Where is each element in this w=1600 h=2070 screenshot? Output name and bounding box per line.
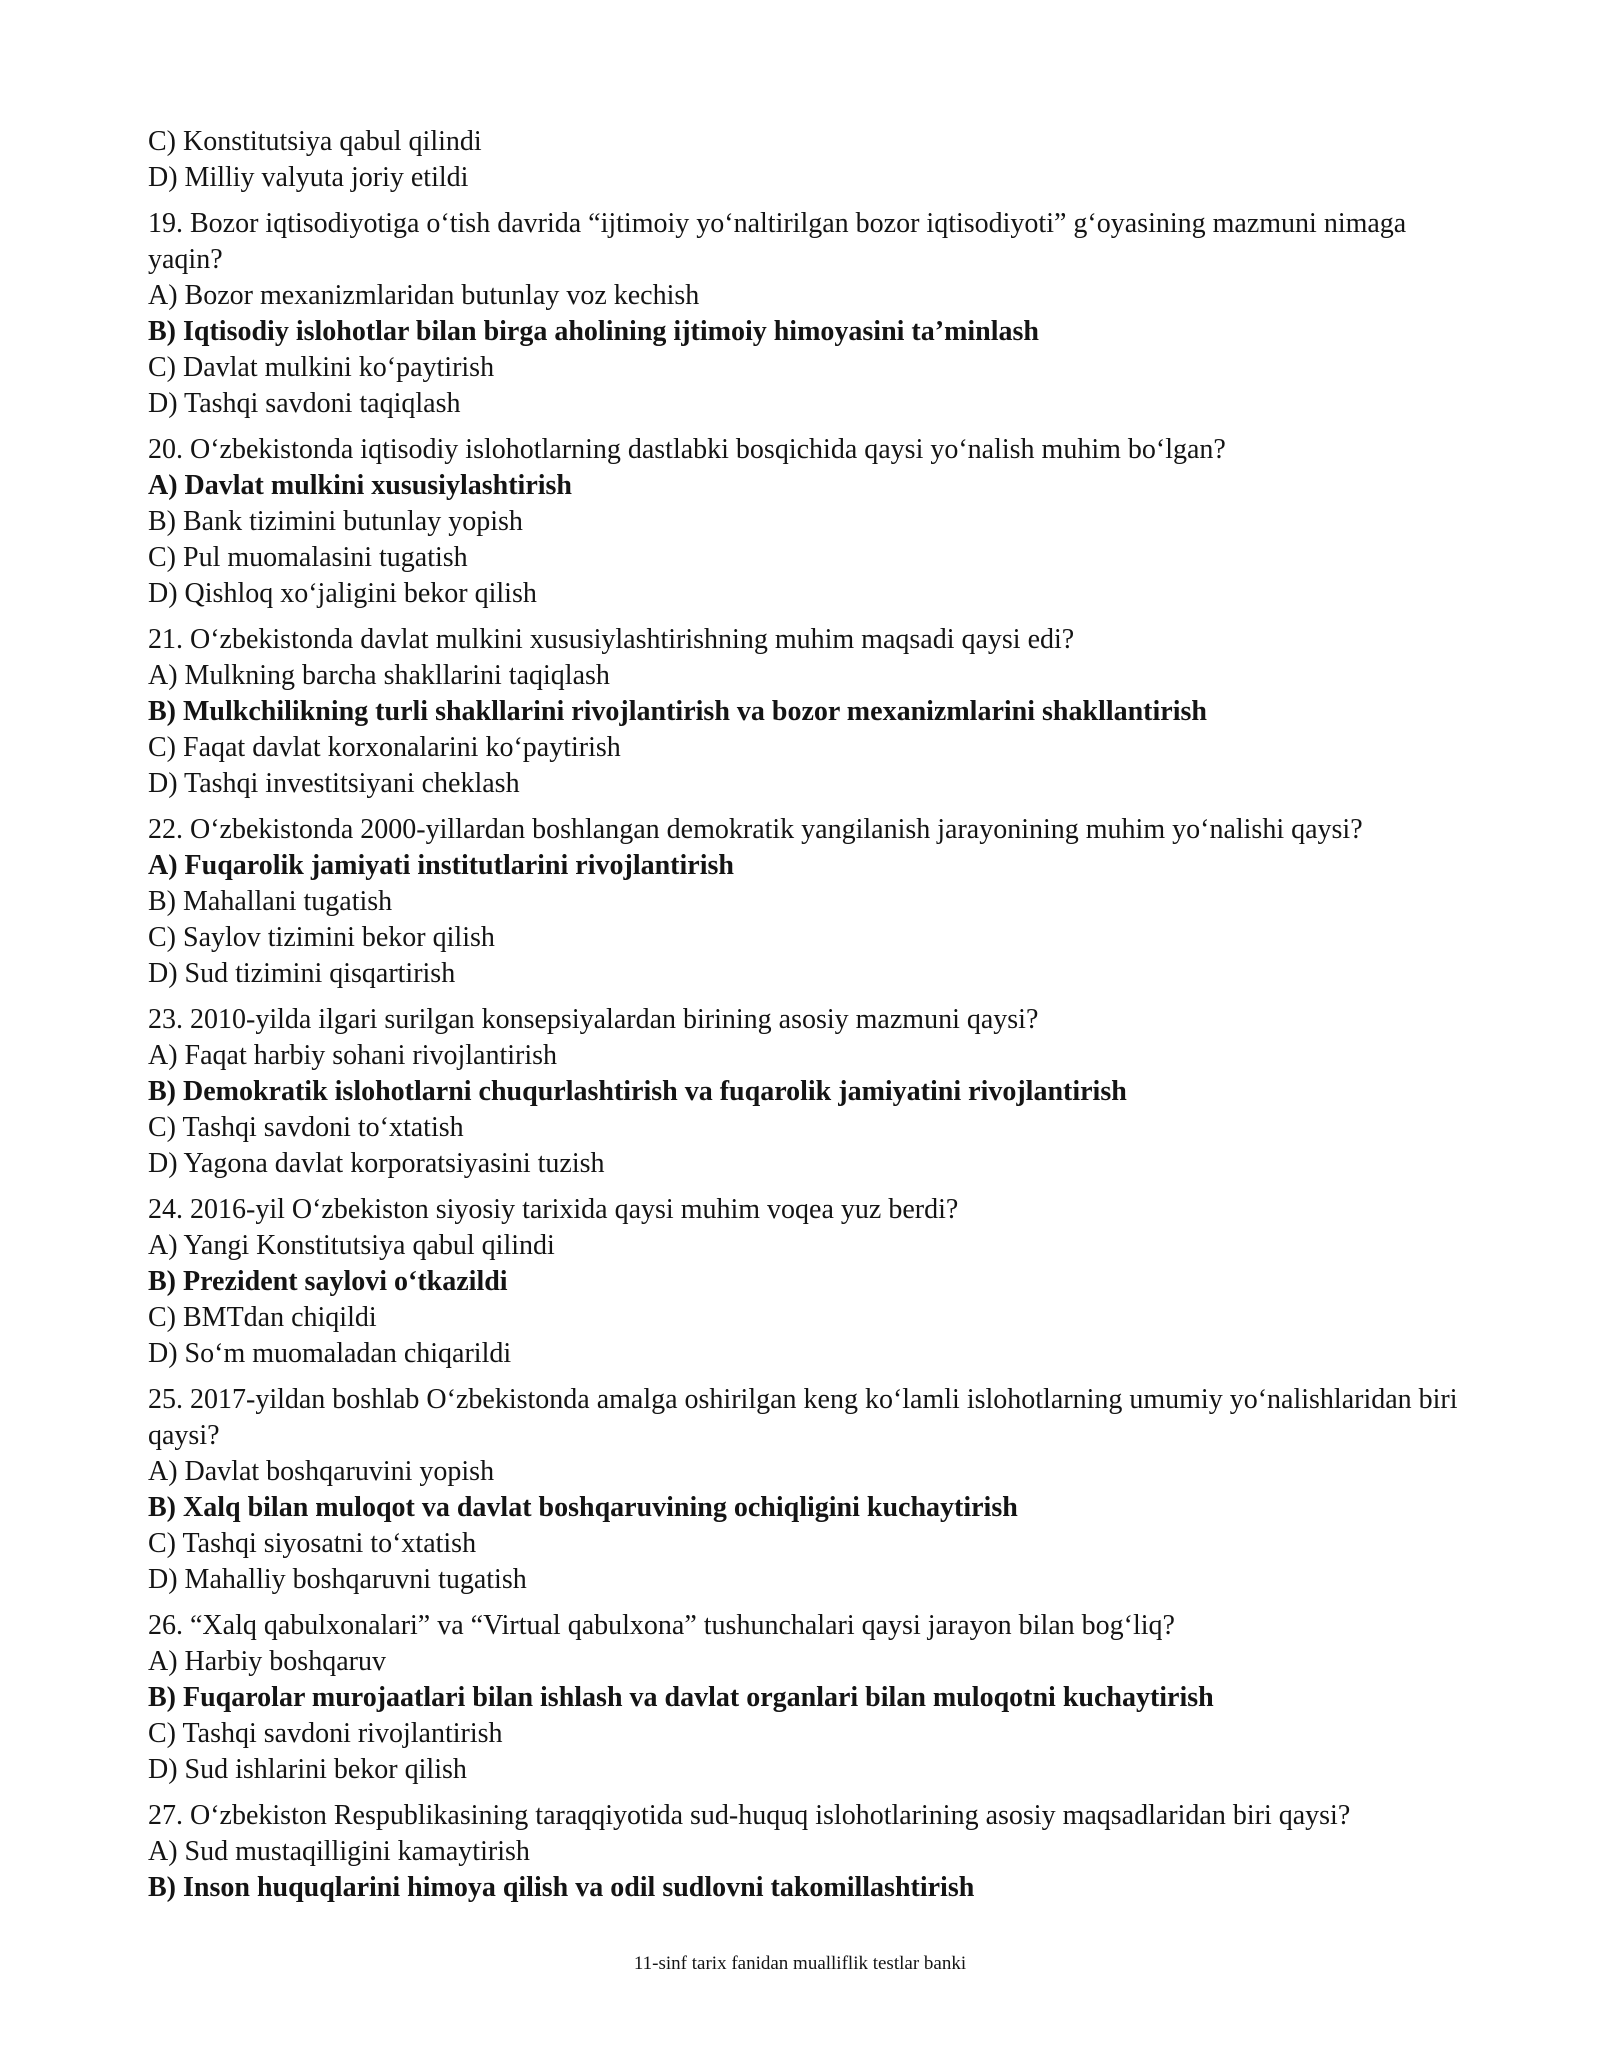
option-line: D) Milliy valyuta joriy etildi <box>148 162 469 193</box>
answer-option: A) Mulkning barcha shakllarini taqiqlash <box>148 660 610 691</box>
answer-option: A) Davlat boshqaruvini yopish <box>148 1456 495 1487</box>
correct-answer-option: A) Fuqarolik jamiyati institutlarini rivojlantirish <box>148 850 734 881</box>
answer-option: B) Bank tizimini butunlay yopish <box>148 506 523 537</box>
question-block <box>148 206 1458 422</box>
page-footer: 11-sinf tarix fanidan mualliflik testlar banki <box>633 1953 967 1974</box>
correct-answer-option: B) Demokratik islohotlarni chuqurlashtirish va fuqarolik jamiyatini rivojlantirish <box>148 1076 1127 1107</box>
correct-answer-option: B) Iqtisodiy islohotlar bilan birga aholining ijtimoiy himoyasini ta’minlash <box>148 316 1039 347</box>
question-text: 20. O‘zbekistonda iqtisodiy islohotlarning dastlabki bosqichida qaysi yo‘nalish muhim bo‘lgan? <box>148 434 1226 465</box>
answer-option: C) Saylov tizimini bekor qilish <box>148 922 495 953</box>
question-text: 22. O‘zbekistonda 2000-yillardan boshlangan demokratik yangilanish jarayonining muhim yo‘nalishi qaysi? <box>148 814 1363 845</box>
answer-option: A) Yangi Konstitutsiya qabul qilindi <box>148 1230 555 1261</box>
answer-option: D) Yagona davlat korporatsiyasini tuzish <box>148 1148 605 1179</box>
option-line: C) Konstitutsiya qabul qilindi <box>148 126 482 157</box>
question-block <box>148 1608 1458 1788</box>
question-block <box>148 432 1458 612</box>
answer-option: A) Faqat harbiy sohani rivojlantirish <box>148 1040 558 1071</box>
question-text: 21. O‘zbekistonda davlat mulkini xususiylashtirishning muhim maqsadi qaysi edi? <box>148 624 1075 655</box>
question-text: 24. 2016-yil O‘zbekiston siyosiy tarixida qaysi muhim voqea yuz berdi? <box>148 1194 959 1225</box>
question-block <box>148 1798 1458 1906</box>
test-content <box>148 124 1465 1906</box>
question-text: 25. 2017-yildan boshlab O‘zbekistonda amalga oshirilgan keng ko‘lamli islohotlarning umumiy yo‘nalishlaridan biri qaysi? <box>148 1384 1465 1451</box>
question-text: 27. O‘zbekiston Respublikasining taraqqiyotida sud-huquq islohotlarining asosiy maqsadlaridan biri qaysi? <box>148 1800 1351 1831</box>
answer-option: C) Tashqi siyosatni to‘xtatish <box>148 1528 477 1559</box>
answer-option: C) Davlat mulkini ko‘paytirish <box>148 352 495 383</box>
correct-answer-option: B) Xalq bilan muloqot va davlat boshqaruvining ochiqligini kuchaytirish <box>148 1492 1018 1523</box>
correct-answer-option: B) Fuqarolar murojaatlari bilan ishlash va davlat organlari bilan muloqotni kuchaytirish <box>148 1682 1214 1713</box>
answer-option: A) Harbiy boshqaruv <box>148 1646 386 1677</box>
answer-option: C) Faqat davlat korxonalarini ko‘paytirish <box>148 732 621 763</box>
answer-option: D) Tashqi investitsiyani cheklash <box>148 768 520 799</box>
answer-option: D) So‘m muomaladan chiqarildi <box>148 1338 512 1369</box>
answer-option: D) Mahalliy boshqaruvni tugatish <box>148 1564 527 1595</box>
question-block <box>148 812 1458 992</box>
question-text: 23. 2010-yilda ilgari surilgan konsepsiyalardan birining asosiy mazmuni qaysi? <box>148 1004 1039 1035</box>
answer-option: C) BMTdan chiqildi <box>148 1302 377 1333</box>
question-block <box>148 1002 1458 1182</box>
question-text: 26. “Xalq qabulxonalari” va “Virtual qabulxona” tushunchalari qaysi jarayon bilan bog‘liq? <box>148 1610 1175 1641</box>
answer-option: D) Qishloq xo‘jaligini bekor qilish <box>148 578 537 609</box>
question-block <box>148 1382 1465 1598</box>
answer-option: C) Tashqi savdoni rivojlantirish <box>148 1718 503 1749</box>
question-list <box>148 206 1465 1906</box>
answer-option: A) Sud mustaqilligini kamaytirish <box>148 1836 530 1867</box>
correct-answer-option: B) Inson huquqlarini himoya qilish va odil sudlovni takomillashtirish <box>148 1872 975 1903</box>
answer-option: A) Bozor mexanizmlaridan butunlay voz kechish <box>148 280 700 311</box>
question-text: 19. Bozor iqtisodiyotiga o‘tish davrida “ijtimoiy yo‘naltirilgan bozor iqtisodiyoti” g‘oyasining mazmuni nimaga yaqin? <box>148 208 1414 275</box>
prefix-options <box>148 124 1458 196</box>
correct-answer-option: B) Mulkchilikning turli shakllarini rivojlantirish va bozor mexanizmlarini shakllantirish <box>148 696 1207 727</box>
question-block <box>148 622 1458 802</box>
correct-answer-option: B) Prezident saylovi o‘tkazildi <box>148 1266 508 1297</box>
answer-option: C) Pul muomalasini tugatish <box>148 542 468 573</box>
answer-option: D) Tashqi savdoni taqiqlash <box>148 388 461 419</box>
question-block <box>148 1192 1458 1372</box>
answer-option: D) Sud tizimini qisqartirish <box>148 958 456 989</box>
answer-option: C) Tashqi savdoni to‘xtatish <box>148 1112 464 1143</box>
correct-answer-option: A) Davlat mulkini xususiylashtirish <box>148 470 572 501</box>
answer-option: B) Mahallani tugatish <box>148 886 393 917</box>
answer-option: D) Sud ishlarini bekor qilish <box>148 1754 467 1785</box>
